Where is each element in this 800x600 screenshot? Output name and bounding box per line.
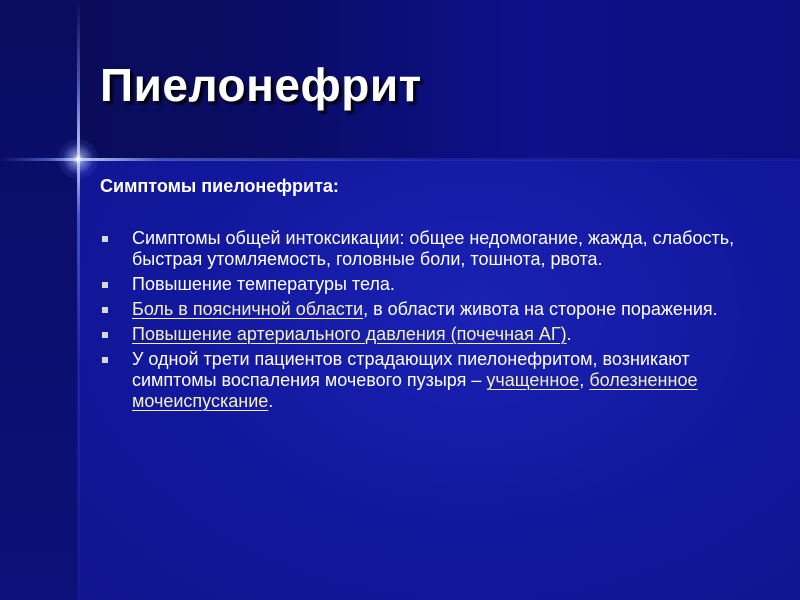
list-item	[100, 228, 750, 270]
list-item-text: , в области живота на стороне поражения.	[363, 299, 718, 319]
symptom-list	[100, 228, 750, 416]
left-strip	[0, 0, 78, 600]
list-item-text: Симптомы общей интоксикации: общее недомогание, жажда, слабость, быстрая утомляемость, головные боли, тошнота, рвота.	[132, 228, 735, 269]
flare-vertical-line	[77, 0, 80, 600]
list-item-text: У одной трети пациентов страдающих пиелонефритом, возникают симптомы воспаления мочевого пузыря –	[132, 349, 690, 390]
square-bullet-icon	[102, 282, 108, 288]
list-item	[100, 324, 750, 345]
square-bullet-icon	[102, 357, 108, 363]
list-item-separator: ,	[579, 370, 590, 390]
blood-pressure-link[interactable]: Повышение артериального давления (почечная АГ)	[132, 324, 567, 344]
list-item	[100, 274, 750, 295]
square-bullet-icon	[102, 332, 108, 338]
list-item-end: .	[268, 391, 274, 411]
slide-subtitle: Симптомы пиелонефрита:	[100, 176, 339, 196]
lower-back-pain-link[interactable]: Боль в поясничной области	[132, 299, 364, 319]
flare-horizontal-line	[0, 158, 800, 161]
square-bullet-icon	[102, 236, 108, 242]
slide-title: Пиелонефрит	[100, 59, 422, 111]
list-item-text: Повышение температуры тела.	[132, 274, 395, 294]
painful-urination-link[interactable]: болезненное мочеиспускание	[132, 370, 698, 411]
list-item-text: .	[566, 324, 572, 344]
list-item	[100, 349, 750, 412]
frequent-urination-link[interactable]: учащенное	[486, 370, 580, 390]
list-item	[100, 299, 750, 320]
square-bullet-icon	[102, 307, 108, 313]
star-flare-icon	[58, 139, 98, 179]
